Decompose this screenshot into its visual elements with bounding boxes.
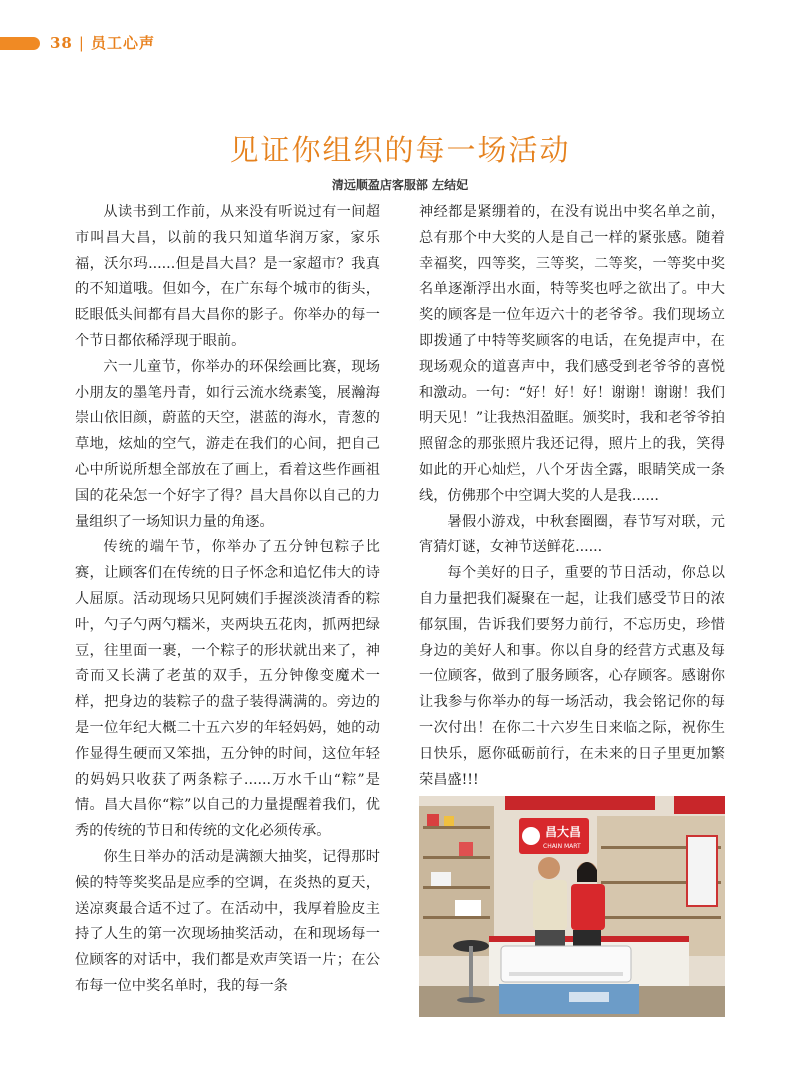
right-column [419,200,725,793]
paragraph: 传统的端午节，你举办了五分钟包粽子比赛，让顾客们在传统的日子怀念和追忆伟大的诗人屈原。活动现场只见阿姨们手握淡淡清香的粽叶，勺子勺两勺糯米，夹两块五花肉，抓两把绿豆，往里面一裹，一个粽子的形状就出来了，神奇而又长满了老茧的双手，五分钟像变魔术一样，把身边的装粽子的盘子装得满满的。旁边的是一位年纪大概二十五六岁的年轻妈妈，她的动作显得生硬而又笨拙，五分钟的时间，这位年轻的妈妈只收获了两条粽子......万水千山“粽”是情。昌大昌你“粽”以自己的力量提醒着我们，优秀的传统的节日和传统的文化必须传承。 [75,539,380,840]
article-byline: 清远顺盈店客服部 左结妃 [331,178,469,192]
header-separator: | [78,34,85,52]
section-name: 员工心声 [90,34,155,52]
event-photo [419,796,725,1017]
left-column [75,200,380,1000]
paragraph-continued: 神经都是紧绷着的，在没有说出中奖名单之前，总有那个中大奖的人是自己一样的紧张感。随着幸福奖，四等奖，三等奖，二等奖，一等奖中奖名单逐渐浮出水面，特等奖也呼之欲出了。中大奖的顾客是一位年迈六十的老爷爷。我们现场立即拨通了中特等奖顾客的电话，在免提声中，在现场观众的道喜声中，我们感受到老爷爷的喜悦和激动。一句：“好！好！好！谢谢！谢谢！我们明天见！”让我热泪盈眶。颁奖时，我和老爷爷拍照留念的那张照片我还记得，照片上的我，笑得如此的开心灿烂，八个牙齿全露，眼睛笑成一条线，仿佛那个中空调大奖的人是我...... [419,204,725,504]
paragraph: 每个美好的日子，重要的节日活动，你总以自力量把我们凝聚在一起，让我们感受节日的浓郁氛围，告诉我们要努力前行，不忘历史，珍惜身边的美好人和事。你以自身的经营方式惠及每一位顾客，做到了服务顾客，心存顾客。感谢你让我参与你举办的每一场活动，我会铭记你的每一次付出！在你二十六岁生日来临之际，祝你生日快乐，愿你砥砺前行，在未来的日子里更加繁荣昌盛!!! [419,565,725,788]
paragraph: 六一儿童节，你举办的环保绘画比赛，现场小朋友的墨笔丹青，如行云流水绕素笺，展瀚海崇山依旧颜，蔚蓝的天空，湛蓝的海水，青葱的草地，炫灿的空气，游走在我们的心间，把自己心中所说所想全部放在了画上，看着这些作画祖国的花朵怎一个好字了得？昌大昌你以自己的力量组织了一场知识力量的角逐。 [75,358,380,530]
running-header [50,32,155,53]
store-sign-text: 昌大昌 [545,825,582,839]
page-number: 38 [50,34,73,52]
header-accent-bar [0,37,40,50]
paragraph: 暑假小游戏，中秋套圈圈，春节写对联，元宵猜灯谜，女神节送鲜花...... [419,513,725,556]
paragraph: 你生日举办的活动是满额大抽奖，记得那时候的特等奖奖品是应季的空调，在炎热的夏天，送凉爽最合适不过了。在活动中，我厚着脸皮主持了人生的第一次现场抽奖活动，在和现场每一位顾客的对话中，我们都是欢声笑语一片；在公布每一位中奖名单时，我的每一条 [75,848,380,994]
store-sign-en-text: CHAIN MART [543,843,581,850]
paragraph: 从读书到工作前，从来没有听说过有一间超市叫昌大昌，以前的我只知道华润万家，家乐福，沃尔玛......但是昌大昌？是一家超市？我真的不知道哦。但如今，在广东每个城市的街头，眨眼低头间都有昌大昌你的影子。你举办的每一个节日都依稀浮现于眼前。 [75,204,380,349]
article-title: 见证你组织的每一场活动 [229,133,571,167]
